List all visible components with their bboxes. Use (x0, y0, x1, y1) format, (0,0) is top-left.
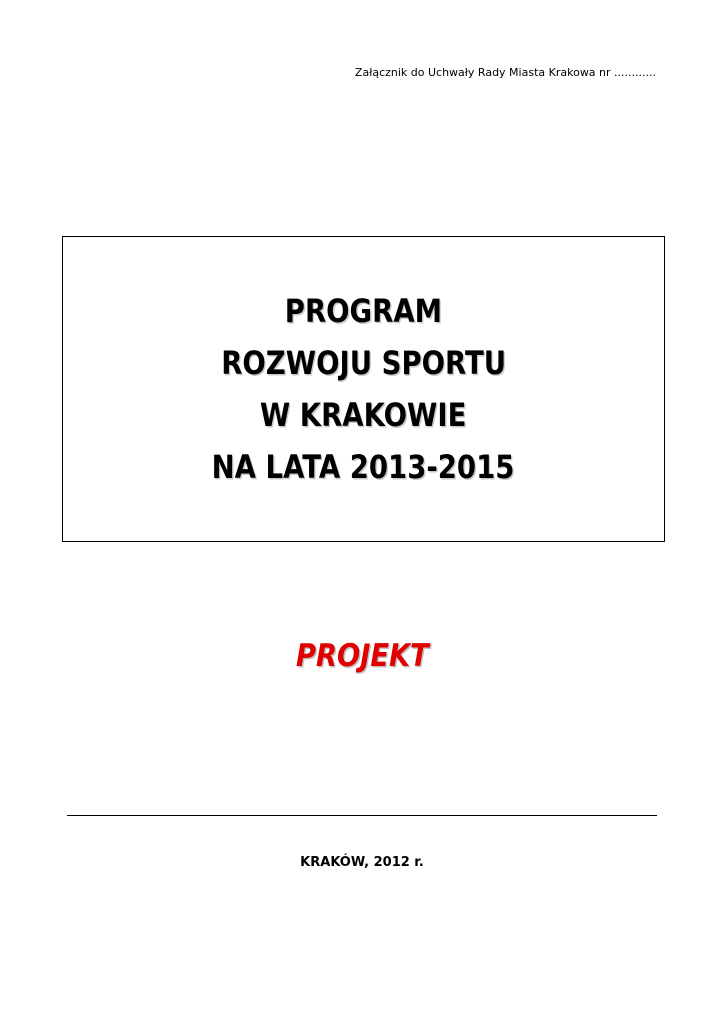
title-line-years: NA LATA 2013-2015 (212, 448, 515, 486)
title-line-city: W KRAKOWIE (260, 396, 467, 434)
document-title-box (62, 236, 665, 542)
annex-note: Załącznik do Uchwały Rady Miasta Krakowa nr ............ (354, 66, 656, 79)
title-line-development: ROZWOJU SPORTU (221, 344, 506, 382)
draft-label (0, 638, 724, 674)
place-date: KRAKÓW, 2012 r. (300, 855, 424, 870)
title-line-program: PROGRAM (284, 292, 443, 330)
divider-line (67, 815, 657, 816)
draft-label-text: PROJEKT (295, 638, 429, 674)
